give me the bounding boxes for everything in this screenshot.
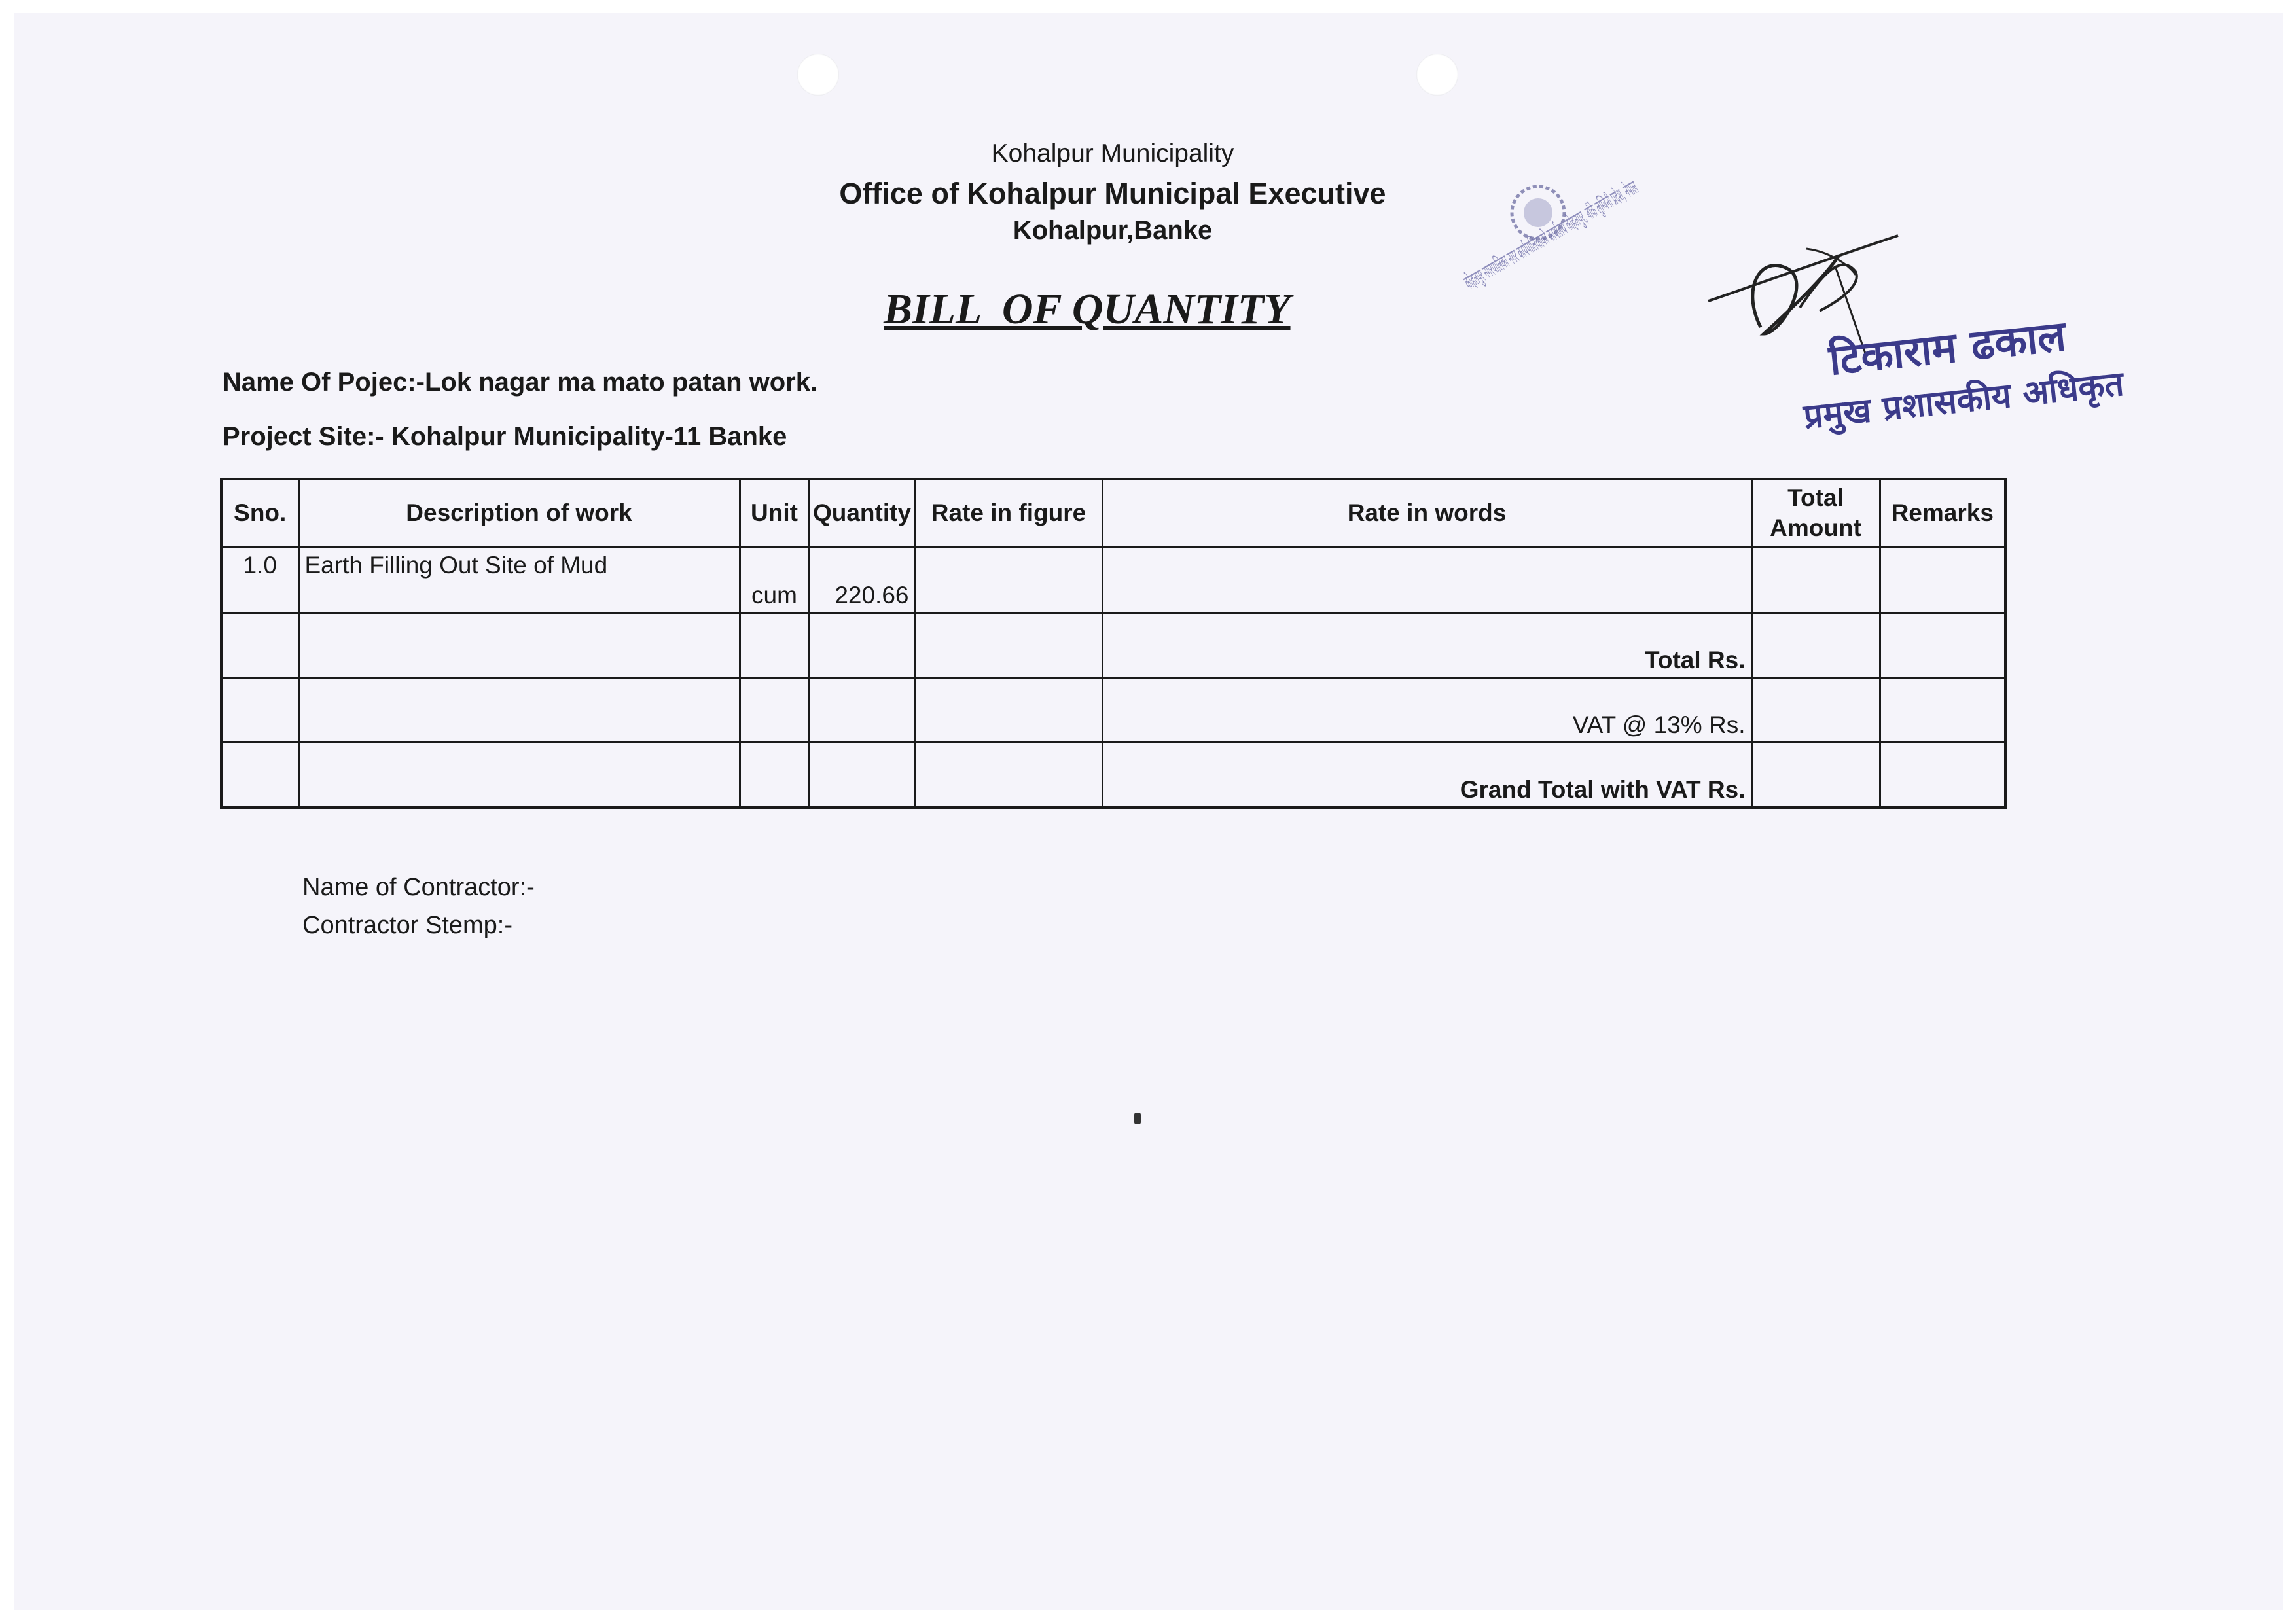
contractor-name-label: Name of Contractor:- [302,874,535,901]
empty-cell [1880,678,2005,743]
cell-rate-figure [915,547,1102,613]
empty-cell [298,678,740,743]
grand-total-label: Grand Total with VAT Rs. [1102,743,1751,808]
empty-cell [1751,678,1880,743]
empty-cell [809,678,915,743]
column-header: Remarks [1880,479,2005,547]
cell-total-amount [1751,547,1880,613]
empty-cell [1880,743,2005,808]
empty-cell [221,613,298,678]
column-header: Quantity [809,479,915,547]
table-header-row [221,479,2005,547]
empty-cell [1880,613,2005,678]
cell-remarks [1880,547,2005,613]
empty-cell [740,743,809,808]
document-title: BILL OF QUANTITY [884,285,1291,333]
empty-cell [1751,743,1880,808]
document-page [14,13,2283,1610]
cell-sno: 1.0 [221,547,298,613]
empty-cell [298,613,740,678]
empty-cell [809,613,915,678]
municipality-name: Kohalpur Municipality [991,139,1234,168]
column-header: Sno. [221,479,298,547]
total-label: Total Rs. [1102,613,1751,678]
cell-rate-words [1102,547,1751,613]
empty-cell [740,678,809,743]
cell-unit: cum [740,547,809,613]
column-header: Rate in words [1102,479,1751,547]
bill-of-quantity-table [220,478,2007,809]
vat-label: VAT @ 13% Rs. [1102,678,1751,743]
office-location: Kohalpur,Banke [1013,216,1213,245]
empty-cell [740,613,809,678]
empty-cell [298,743,740,808]
official-designation: प्रमुख प्रशासकीय अधिकृत [1801,364,2126,437]
column-header: Unit [740,479,809,547]
office-name: Office of Kohalpur Municipal Executive [839,177,1386,210]
empty-cell [915,678,1102,743]
paper-speck [1134,1113,1141,1124]
official-seal [1427,141,1649,363]
table-row [221,547,2005,613]
empty-cell [915,743,1102,808]
empty-cell [1751,613,1880,678]
cell-quantity: 220.66 [809,547,915,613]
punch-hole-right [1416,54,1458,96]
project-name: Name Of Pojec:-Lok nagar ma mato patan work. [223,368,818,397]
column-header: Total Amount [1751,479,1880,547]
empty-cell [221,743,298,808]
cell-description: Earth Filling Out Site of Mud [298,547,740,613]
empty-cell [809,743,915,808]
seal-text [1460,176,1642,294]
column-header: Description of work [298,479,740,547]
vat-row [221,678,2005,743]
contractor-stamp-label: Contractor Stemp:- [302,912,512,939]
empty-cell [221,678,298,743]
total-row [221,613,2005,678]
empty-cell [915,613,1102,678]
grand-total-row [221,743,2005,808]
punch-hole-left [797,54,839,96]
official-name: टिकाराम ढकाल [1827,312,2068,385]
column-header: Rate in figure [915,479,1102,547]
project-site: Project Site:- Kohalpur Municipality-11 Banke [223,422,787,451]
